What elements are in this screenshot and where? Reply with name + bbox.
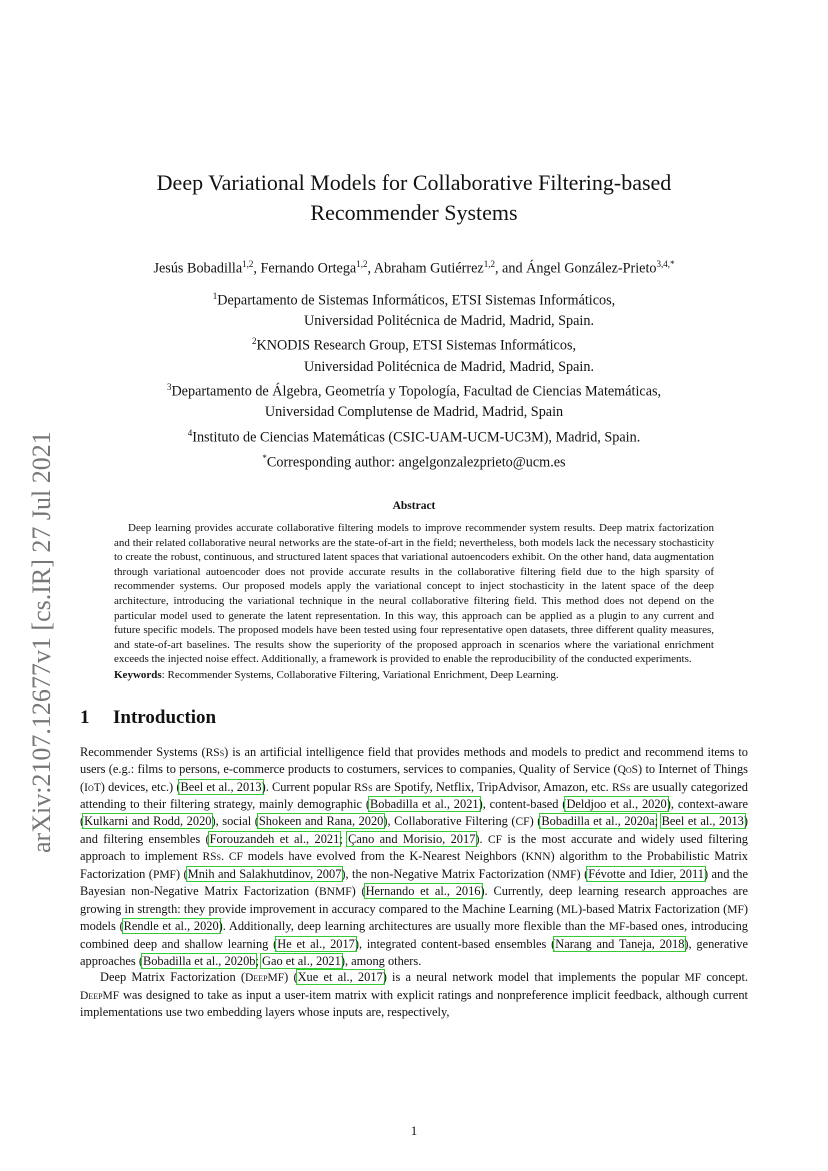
arxiv-stamp-text: arXiv:2107.12677v1 [cs.IR] 27 Jul 2021 (27, 431, 56, 853)
section-title: Introduction (113, 706, 217, 728)
text-run: ). (475, 831, 488, 846)
text-run: ) ( (175, 866, 188, 881)
author-affiliation-mark: 1,2 (483, 259, 495, 269)
affiliation-line (80, 402, 748, 423)
citation-link[interactable]: Beel et al., 2013 (661, 813, 744, 828)
text-run: are Spotify, Netflix, TripAdvisor, Amazon, etc. (372, 779, 612, 794)
text-run: . (220, 849, 229, 864)
body-paragraph (80, 969, 748, 1021)
title-line-2: Recommender Systems (310, 200, 518, 225)
text-run: ), context-aware ( (80, 797, 748, 828)
citation-link[interactable]: Çano and Morisio, 2017 (348, 831, 476, 846)
text-run: ), the non-Negative Matrix Factorization ( (341, 866, 552, 881)
acronym: PMF (152, 868, 176, 881)
author-separator: , and (494, 260, 527, 277)
citation-link[interactable]: Xue et al., 2017 (297, 970, 383, 985)
text-run: ), Collaborative Filtering ( (383, 813, 516, 828)
text-run: concept. (701, 970, 748, 985)
body-paragraph (80, 744, 748, 970)
affiliation-mark: * (262, 453, 267, 464)
acronym: KNN (525, 851, 551, 864)
affiliation-line (80, 357, 748, 378)
citation-link[interactable]: Bobadilla et al., 2020b (142, 953, 256, 968)
text-run: ) ( (351, 884, 366, 899)
acronym: RSs (205, 746, 225, 759)
citation-link[interactable]: Bobadilla et al., 2021 (370, 797, 479, 812)
author-name: Abraham Gutiérrez (373, 260, 484, 277)
author-affiliation-mark: 1,2 (242, 259, 254, 269)
acronym: CF (515, 815, 530, 828)
section-body (80, 744, 748, 1022)
author-separator: , (367, 260, 374, 277)
section-number: 1 (80, 706, 90, 728)
text-run: ; (654, 813, 662, 828)
citation-link[interactable]: Deldjoo et al., 2020 (566, 797, 667, 812)
keywords-text: : Recommender Systems, Collaborative Filtering, Variational Enrichment, Deep Learning. (161, 668, 559, 681)
text-run: ), among others. (340, 953, 422, 968)
affiliation-line (80, 423, 748, 448)
text-run: ) is a neural network model that implements the popular (382, 970, 685, 985)
text-run: ) to Internet of Things ( (80, 762, 749, 794)
acronym: ML (560, 903, 578, 916)
keywords-label: Keywords (114, 668, 162, 681)
arxiv-stamp (16, 384, 62, 856)
text-run: ) and the Bayesian non-Negative Matrix Factorization ( (80, 866, 748, 899)
author-affiliation-mark: 3,4,* (656, 259, 675, 269)
affiliation-text: Corresponding author: angelgonzalezprieto@ucm.es (266, 454, 566, 471)
author-list (80, 255, 748, 278)
text-run: are usually categorized attending to their filtering strategy, mainly demographic ( (80, 779, 748, 812)
affiliation-line (80, 448, 748, 473)
text-run: ), content-based ( (478, 797, 567, 812)
citation-link[interactable]: Narang and Taneja, 2018 (555, 937, 685, 952)
acronym: QoS (617, 764, 639, 777)
text-run: )-based Matrix Factorization ( (577, 901, 728, 916)
title-line-1: Deep Variational Models for Collaborative Filtering-based (156, 170, 672, 195)
citation-link[interactable]: Févotte and Idier, 2011 (588, 866, 704, 881)
text-run: ) is an artificial intelligence field that provides methods and models to predict and recommend items to users (e.g.: films to persons, e-commerce products to costumers, services to companies, Quality of Service ( (80, 744, 748, 777)
text-run: -based ones, introducing combined deep and shallow learning ( (80, 919, 748, 952)
citation-link[interactable]: Bobadilla et al., 2020a (541, 813, 655, 828)
text-run: ) and filtering ensembles ( (80, 813, 748, 846)
affiliation-text: Universidad Politécnica de Madrid, Madrid, Spain. (304, 312, 594, 329)
text-run: ) ( (284, 970, 298, 985)
abstract-heading: Abstract (392, 500, 436, 513)
affiliation-line (80, 286, 748, 311)
paper-title (80, 168, 748, 228)
citation-link[interactable]: Rendle et al., 2020 (123, 919, 219, 934)
abstract (114, 499, 714, 682)
text-run: ), generative approaches ( (80, 937, 748, 968)
citation-link[interactable]: Mnih and Salakhutdinov, 2007 (187, 866, 342, 881)
text-run: ), integrated content-based ensembles ( (354, 937, 556, 952)
acronym: DeepMF (80, 989, 120, 1002)
acronym: NMF (551, 868, 577, 881)
text-run: was designed to take as input a user-item matrix with explicit ratings and nonpreference implicit feedback, although current implementations use two embedding layers whose inputs are, respectively, (80, 987, 748, 1020)
acronym: CF (487, 833, 503, 846)
acronym: IoT (84, 781, 101, 794)
affiliation-text: Departamento de Sistemas Informáticos, ETSI Sistemas Informáticos, (217, 292, 616, 309)
acronym: MF (727, 903, 744, 916)
citation-link[interactable]: Kulkarni and Rodd, 2020 (84, 813, 212, 828)
text-run: ) devices, etc.) ( (100, 779, 181, 794)
text-run: ) ( (529, 813, 542, 828)
text-run: ) algorithm to the Probabilistic Matrix Factorization ( (80, 849, 748, 881)
text-run: ). Current popular (261, 779, 354, 794)
text-run: ; (339, 831, 349, 846)
keywords (114, 668, 714, 683)
text-run: models have evolved from the K-Nearest Neighbors ( (242, 849, 526, 864)
acronym: RSs (354, 781, 373, 794)
citation-link[interactable]: He et al., 2017 (277, 937, 355, 952)
affiliation-line (80, 377, 748, 402)
acronym: RSs (202, 851, 221, 864)
acronym: MF (684, 972, 702, 985)
affiliation-mark: 3 (166, 382, 172, 393)
affiliation-text: Departamento de Álgebra, Geometría y Topología, Facultad de Ciencias Matemáticas, (171, 383, 662, 400)
text-run: ) models ( (80, 901, 749, 934)
text-run: ). Additionally, deep learning architectures are usually more flexible than the (218, 919, 609, 934)
section-heading (80, 706, 748, 730)
acronym: DeepMF (244, 972, 285, 985)
citation-link[interactable]: Forouzandeh et al., 2021 (209, 831, 340, 846)
affiliation-text: Universidad Complutense de Madrid, Madrid, Spain (264, 404, 564, 421)
affiliation-line (80, 331, 748, 356)
text-run: ) ( (576, 866, 589, 881)
affiliation-list (80, 286, 748, 474)
text-run: ), social ( (211, 813, 259, 828)
text-run: Deep Matrix Factorization ( (100, 970, 245, 985)
affiliation-text: Universidad Politécnica de Madrid, Madrid, Spain. (304, 358, 594, 375)
citation-link[interactable]: Gao et al., 2021 (262, 953, 341, 968)
text-run: Recommender Systems ( (80, 744, 206, 759)
acronym: RSs (611, 781, 631, 794)
author-name: Ángel González-Prieto (526, 260, 657, 277)
affiliation-text: Instituto de Ciencias Matemáticas (CSIC-UAM-UCM-UC3M), Madrid, Spain. (192, 429, 641, 446)
acronym: BNMF (319, 886, 352, 899)
page-number: 1 (410, 1123, 418, 1138)
citation-link[interactable]: Hernando et al., 2016 (365, 884, 481, 899)
affiliation-mark: 1 (212, 290, 218, 301)
affiliation-line (80, 311, 748, 332)
affiliation-mark: 4 (187, 427, 193, 438)
text-run: ). Currently, deep learning research approaches are growing in strength: they provide improvement in accuracy compared to the Machine Learning ( (80, 884, 748, 916)
acronym: CF (228, 851, 243, 864)
affiliation-text: KNODIS Research Group, ETSI Sistemas Informáticos, (256, 338, 577, 355)
author-name: Jesús Bobadilla (153, 260, 243, 277)
paper-page (80, 168, 748, 1021)
author-separator: , (253, 260, 261, 277)
author-affiliation-mark: 1,2 (356, 259, 368, 269)
acronym: MF (608, 921, 626, 934)
affiliation-mark: 2 (251, 336, 257, 347)
abstract-text: Deep learning provides accurate collaborative filtering models to improve recommender system results. Deep matrix factorization and their related collaborative neural networks are the state-of-art in the field; nevertheless, both models lack the necessary stochasticity to create the robust, continuous, and structured latent spaces that variational autoencoders exhibit. On the other hand, data augmentation through variational autoencoder does not provide accurate results in the collaborative filtering field due to the high sparsity of recommender systems. Our proposed models apply the variational concept to inject stochasticity in the latent space of the deep architecture, introducing the variational technique in the neural collaborative filtering field. This method does not depend on the particular model used to generate the latent representation. In this way, this approach can be applied as a plugin to any current and future specific models. The proposed models have been tested using four representative open datasets, three different quality measures, and state-of-art baselines. The results show the superiority of the proposed approach in scenarios where the variational enrichment exceeds the injected noise effect. Additionally, a framework is provided to enable the reproducibility of the conducted experiments. (114, 522, 714, 666)
text-run: ; (255, 953, 263, 968)
citation-link[interactable]: Shokeen and Rana, 2020 (258, 813, 384, 828)
citation-link[interactable]: Beel et al., 2013 (180, 779, 262, 794)
text-run: is the most accurate and widely used filtering approach to implement (80, 831, 748, 864)
author-name: Fernando Ortega (260, 260, 357, 277)
